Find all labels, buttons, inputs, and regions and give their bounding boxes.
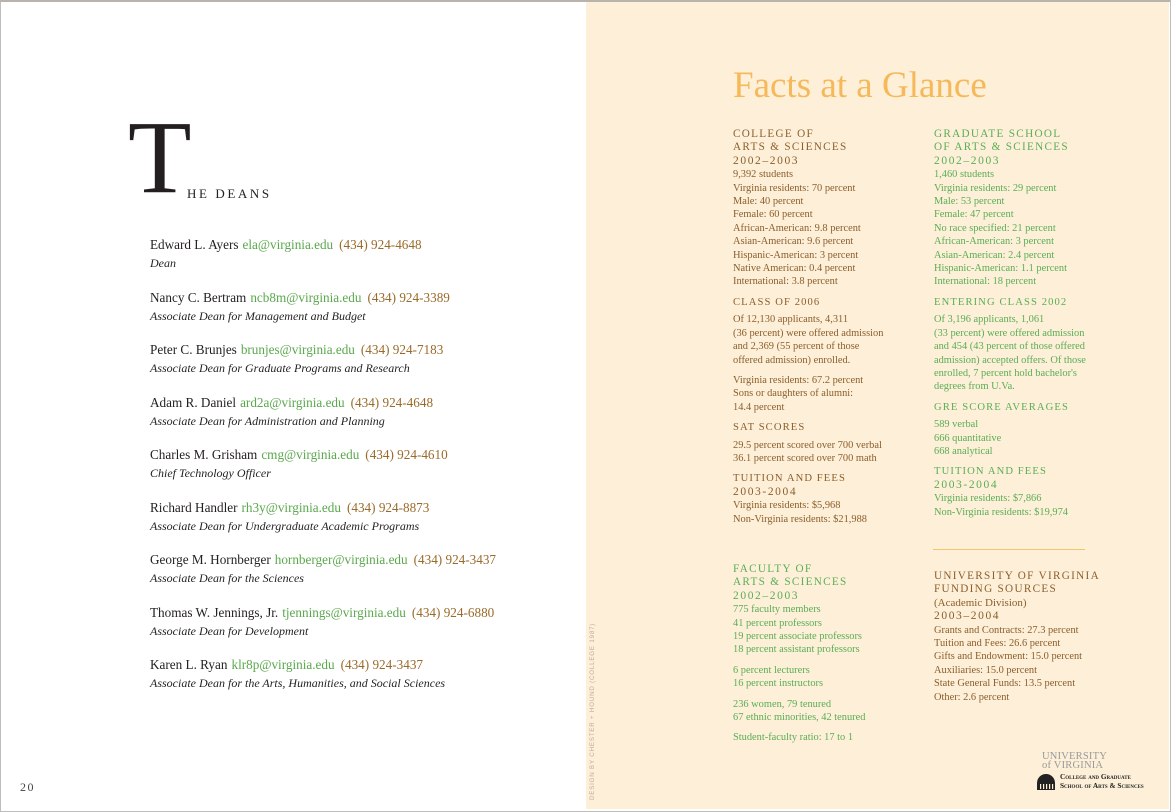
stat-line: Male: 40 percent (733, 196, 804, 208)
stat-line: (36 percent) were offered admission (733, 327, 884, 339)
stat-line: Virginia residents: $5,968 (733, 500, 841, 512)
stat-line: Student-faculty ratio: 17 to 1 (733, 732, 854, 744)
stat-line: Non-Virginia residents: $19,974 (934, 506, 1068, 518)
stat-line: 589 verbal (934, 419, 979, 431)
stat-line: Sons or daughters of alumni: (733, 388, 854, 400)
stat-line: Hispanic-American: 1.1 percent (934, 263, 1068, 275)
dean-role: Chief Technology Officer (150, 466, 271, 480)
stat-line: Asian-American: 9.6 percent (733, 236, 854, 248)
facts-title: Facts at a Glance (733, 65, 987, 106)
stat-line: 236 women, 79 tenured (733, 698, 832, 710)
section-heading: FUNDING SOURCES (934, 583, 1058, 596)
uva-logo (1036, 752, 1164, 792)
section-heading: UNIVERSITY OF VIRGINIA (934, 570, 1100, 582)
section-divider (933, 549, 1085, 550)
page-number: 20 (20, 780, 35, 794)
stat-line: Virginia residents: 29 percent (934, 182, 1057, 194)
stat-line: Native American: 0.4 percent (733, 263, 856, 275)
stat-line: degrees from U.Va. (934, 381, 1015, 393)
stat-line: 36.1 percent scored over 700 math (733, 452, 877, 464)
dean-role: Associate Dean for Graduate Programs and Research (150, 361, 410, 375)
stat-line: and 454 (43 percent of those offered (934, 341, 1085, 353)
grad-section (934, 128, 1124, 519)
dean-phone: (434) 924-3437 (340, 657, 424, 672)
stat-line: 19 percent associate professors (733, 631, 862, 643)
dean-name: Richard Handler (150, 500, 238, 515)
stat-line: 9,392 students (733, 169, 794, 181)
stat-line: 16 percent instructors (733, 678, 824, 690)
dean-entry (150, 605, 570, 639)
stat-line: Grants and Contracts: 27.3 percent (934, 624, 1079, 636)
dean-phone: (434) 924-3437 (413, 552, 497, 567)
section-year: 2003-2004 (733, 485, 798, 498)
stat-line: 668 analytical (934, 445, 993, 457)
stat-line: Non-Virginia residents: $21,988 (733, 513, 867, 525)
dean-email-link[interactable]: ela@virginia.edu (242, 237, 334, 252)
stat-line: Female: 60 percent (733, 209, 813, 221)
dean-name: Peter C. Brunjes (150, 342, 237, 357)
section-year: 2003-2004 (934, 478, 999, 491)
dean-email-link[interactable]: ncb8m@virginia.edu (250, 290, 362, 305)
dean-email-link[interactable]: rh3y@virginia.edu (241, 500, 341, 515)
stat-line: African-American: 3 percent (934, 236, 1055, 248)
section-year: 2003–2004 (934, 610, 1001, 623)
dean-entry (150, 395, 570, 429)
section-heading: TUITION AND FEES (934, 466, 1047, 478)
dean-phone: (434) 924-3389 (367, 290, 450, 305)
section-title: HE DEANS (187, 186, 272, 201)
stat-line: Of 3,196 applicants, 1,061 (934, 314, 1045, 326)
stat-line: Gifts and Endowment: 15.0 percent (934, 651, 1083, 663)
rotunda-icon (1036, 771, 1056, 791)
dean-email-link[interactable]: ard2a@virginia.edu (240, 395, 345, 410)
dean-name: Thomas W. Jennings, Jr. (150, 605, 279, 620)
stat-line: State General Funds: 13.5 percent (934, 678, 1076, 690)
college-section (733, 128, 923, 526)
stat-line: Tuition and Fees: 26.6 percent (934, 638, 1061, 650)
dean-role: Associate Dean for Undergraduate Academic Programs (150, 519, 420, 533)
design-credit: DESIGN BY CHESTER + HOUND (COLLEGE 1987) (589, 622, 596, 800)
stat-line: International: 3.8 percent (733, 276, 838, 288)
stat-line: 18 percent assistant professors (733, 644, 860, 656)
section-heading: COLLEGE OF (733, 128, 815, 140)
stat-line: 67 ethnic minorities, 42 tenured (733, 712, 866, 724)
dean-email-link[interactable]: hornberger@virginia.edu (274, 552, 408, 567)
stat-line: International: 18 percent (934, 276, 1037, 288)
section-year: 2002–2003 (934, 154, 1001, 167)
dean-phone: (434) 924-4648 (350, 395, 434, 410)
section-heading: CLASS OF 2006 (733, 296, 821, 308)
section-heading: ENTERING CLASS 2002 (934, 296, 1068, 308)
stat-line: Virginia residents: $7,866 (934, 493, 1042, 505)
dean-role: Associate Dean for the Arts, Humanities, and Social Sciences (150, 676, 446, 690)
stat-line: Of 12,130 applicants, 4,311 (733, 314, 849, 326)
dean-email-link[interactable]: brunjes@virginia.edu (240, 342, 355, 357)
stat-line: admission) accepted offers. Of those (934, 354, 1086, 366)
stat-line: 14.4 percent (733, 401, 785, 413)
stat-line: offered admission) enrolled. (733, 354, 851, 366)
dean-role: Dean (150, 256, 176, 270)
dean-entry (150, 500, 570, 534)
dean-entry (150, 657, 570, 691)
dean-name: Karen L. Ryan (150, 657, 228, 672)
faculty-section (733, 563, 923, 745)
stat-line: 29.5 percent scored over 700 verbal (733, 439, 882, 451)
stat-line: Hispanic-American: 3 percent (733, 249, 859, 261)
stat-line: 41 percent professors (733, 617, 822, 629)
dean-phone: (434) 924-7183 (360, 342, 444, 357)
dean-name: Nancy C. Bertram (150, 290, 247, 305)
dean-phone: (434) 924-6880 (411, 605, 495, 620)
dean-phone: (434) 924-8873 (346, 500, 430, 515)
stat-line: Virginia residents: 67.2 percent (733, 374, 864, 386)
dean-name: Edward L. Ayers (150, 237, 239, 252)
section-heading: TUITION AND FEES (733, 473, 846, 485)
funding-section (934, 570, 1124, 704)
dean-email-link[interactable]: cmg@virginia.edu (261, 447, 360, 462)
logo-university-text: UNIVERSITY of VIRGINIA (1042, 751, 1107, 771)
section-heading: ARTS & SCIENCES (733, 141, 848, 154)
dean-entry (150, 237, 570, 271)
section-heading: FACULTY OF (733, 563, 813, 575)
stat-line: Asian-American: 2.4 percent (934, 249, 1055, 261)
section-subheading: (Academic Division) (934, 596, 1027, 609)
dean-entry (150, 290, 570, 324)
stat-line: 1,460 students (934, 169, 995, 181)
stat-line: 666 quantitative (934, 432, 1002, 444)
dean-entry (150, 342, 570, 376)
dean-role: Associate Dean for Management and Budget (150, 309, 366, 323)
stat-line: Virginia residents: 70 percent (733, 182, 856, 194)
dean-email-link[interactable]: klr8p@virginia.edu (231, 657, 335, 672)
dean-entry (150, 447, 570, 481)
stat-line: (33 percent) were offered admission (934, 327, 1085, 339)
dean-email-link[interactable]: tjennings@virginia.edu (282, 605, 406, 620)
logo-college-text: College and Graduate School of Arts & Sciences (1060, 772, 1144, 790)
section-year: 2002–2003 (733, 589, 800, 602)
section-heading: OF ARTS & SCIENCES (934, 141, 1069, 154)
dean-phone: (434) 924-4648 (339, 237, 422, 252)
stat-line: Other: 2.6 percent (934, 691, 1010, 703)
stat-line: enrolled, 7 percent hold bachelor's (934, 367, 1077, 379)
dean-role: Associate Dean for the Sciences (150, 571, 304, 585)
drop-cap: T (128, 100, 192, 215)
dean-role: Associate Dean for Administration and Planning (150, 414, 385, 428)
section-year: 2002–2003 (733, 154, 800, 167)
stat-line: 6 percent lecturers (733, 664, 810, 676)
dean-phone: (434) 924-4610 (365, 447, 448, 462)
section-heading: GRE SCORE AVERAGES (934, 401, 1069, 413)
stat-line: and 2,369 (55 percent of those (733, 341, 860, 353)
stat-line: Auxiliaries: 15.0 percent (934, 664, 1038, 676)
section-heading: SAT SCORES (733, 422, 806, 434)
dean-role: Associate Dean for Development (150, 624, 309, 638)
section-heading: ARTS & SCIENCES (733, 576, 848, 589)
section-heading: GRADUATE SCHOOL (934, 128, 1062, 140)
stat-line: 775 faculty members (733, 604, 821, 616)
dean-name: George M. Hornberger (150, 552, 271, 567)
stat-line: No race specified: 21 percent (934, 222, 1056, 234)
stat-line: Female: 47 percent (934, 209, 1014, 221)
stat-line: African-American: 9.8 percent (733, 222, 861, 234)
stat-line: Male: 53 percent (934, 196, 1005, 208)
dean-entry (150, 552, 570, 586)
dean-name: Charles M. Grisham (150, 447, 258, 462)
dean-name: Adam R. Daniel (150, 395, 237, 410)
